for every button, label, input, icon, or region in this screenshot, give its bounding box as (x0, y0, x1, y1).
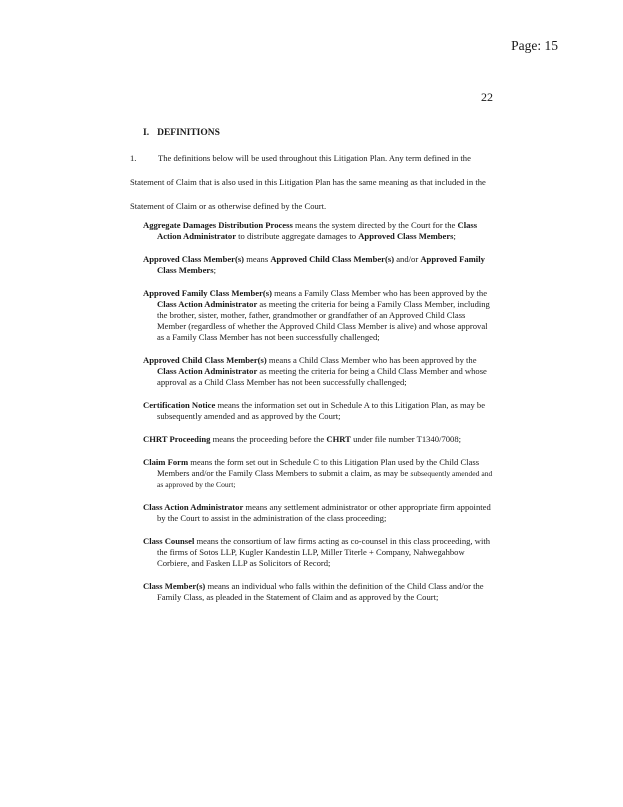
page-number: 22 (481, 90, 493, 104)
definition-approved-family-class-members (143, 288, 495, 343)
definition-text: means an individual who falls within the definition of the Child Class and/or the Family Class, as pleaded in the Statement of Claim and as approved by the Court; (157, 581, 484, 602)
defined-term-ref: Class Action Administrator (157, 220, 478, 241)
defined-term-ref: Class Action Administrator (157, 366, 258, 376)
definition-term: Approved Class Member(s) (143, 254, 245, 264)
defined-term-ref: Approved Child Class Member(s) (270, 254, 395, 264)
definition-text: and/or (394, 254, 421, 264)
definition-text: means the system directed by the Court for the (292, 220, 458, 230)
definition-term: Class Member(s) (143, 581, 206, 591)
section-heading (143, 128, 220, 138)
definition-text: ; (213, 265, 216, 275)
definition-term: Approved Child Class Member(s) (143, 355, 267, 365)
definition-text: means (244, 254, 271, 264)
definition-certification-notice (143, 400, 495, 422)
section-title: DEFINITIONS (157, 128, 220, 138)
definition-term: Claim Form (143, 457, 189, 467)
definition-text: means a Child Class Member who has been approved by the (266, 355, 477, 365)
definition-text: means any settlement administrator or other appropriate firm appointed by the Court to assist in the administration of the class proceeding; (157, 502, 491, 523)
defined-term-ref: Approved Family Class Members (157, 254, 485, 275)
paragraph-number: 1. (130, 153, 137, 163)
definition-class-action-administrator (143, 502, 495, 524)
defined-term-ref: CHRT (326, 434, 351, 444)
definition-aggregate-damages (143, 220, 495, 242)
definition-term: Approved Family Class Member(s) (143, 288, 272, 298)
definition-text: means the consortium of law firms acting as co-counsel in this class proceeding, with the firms of Sotos LLP, Kugler Kandestin LLP, Miller Titerle + Company, Nahwegahbow Corbiere, and Fasken LLP as Solicitors of Record; (157, 536, 491, 568)
definition-term: Certification Notice (143, 400, 216, 410)
paragraph-text: The definitions below will be used throughout this Litigation Plan. Any term defined in the Statement of Claim that is also used in this Litigation Plan has the same meaning as that included in the Statement of Claim or as otherwise defined by the Court. (130, 153, 486, 211)
definition-text: as meeting the criteria for being a Child Class Member and whose approval as a Child Class Member has not been successfully challenged; (157, 366, 487, 387)
definition-text: under file number T1340/7008; (350, 434, 462, 444)
definition-text: ; (453, 231, 456, 241)
definition-text: as meeting the criteria for being a Family Class Member, including the brother, sister, mother, father, grandmother or grandfather of an Approved Child Class Member (regardless of whether the Approved Child Class Member is alive) and whose approval as a Family Class Member has not been successfully challenged; (157, 299, 490, 342)
section-number: I. (143, 128, 150, 138)
definition-chrt-proceeding (143, 434, 495, 445)
definition-text: to distribute aggregate damages to (236, 231, 359, 241)
definition-term: Aggregate Damages Distribution Process (143, 220, 293, 230)
defined-term-ref: Approved Class Members (358, 231, 454, 241)
definition-class-counsel (143, 536, 495, 569)
definition-claim-form (143, 457, 495, 490)
definition-text: means the proceeding before the (210, 434, 327, 444)
defined-term-ref: Class Action Administrator (157, 299, 258, 309)
intro-paragraph (130, 146, 500, 218)
definition-approved-child-class-members (143, 355, 495, 388)
definition-text: means the form set out in Schedule C to this Litigation Plan used by the Child Class Members and/or the Family Class Members to submit a claim, as may be (157, 457, 480, 478)
page-label: Page: 15 (511, 38, 558, 53)
definitions-list (143, 220, 495, 615)
definition-term: CHRT Proceeding (143, 434, 211, 444)
definition-term: Class Counsel (143, 536, 195, 546)
definition-text: subsequently amended and as approved by the Court; (157, 469, 493, 489)
definition-approved-class-members (143, 254, 495, 276)
definition-text: means the information set out in Schedule A to this Litigation Plan, as may be subsequently amended and as approved by the Court; (157, 400, 486, 421)
definition-class-members (143, 581, 495, 603)
definition-term: Class Action Administrator (143, 502, 244, 512)
definition-text: means a Family Class Member who has been approved by the (271, 288, 488, 298)
